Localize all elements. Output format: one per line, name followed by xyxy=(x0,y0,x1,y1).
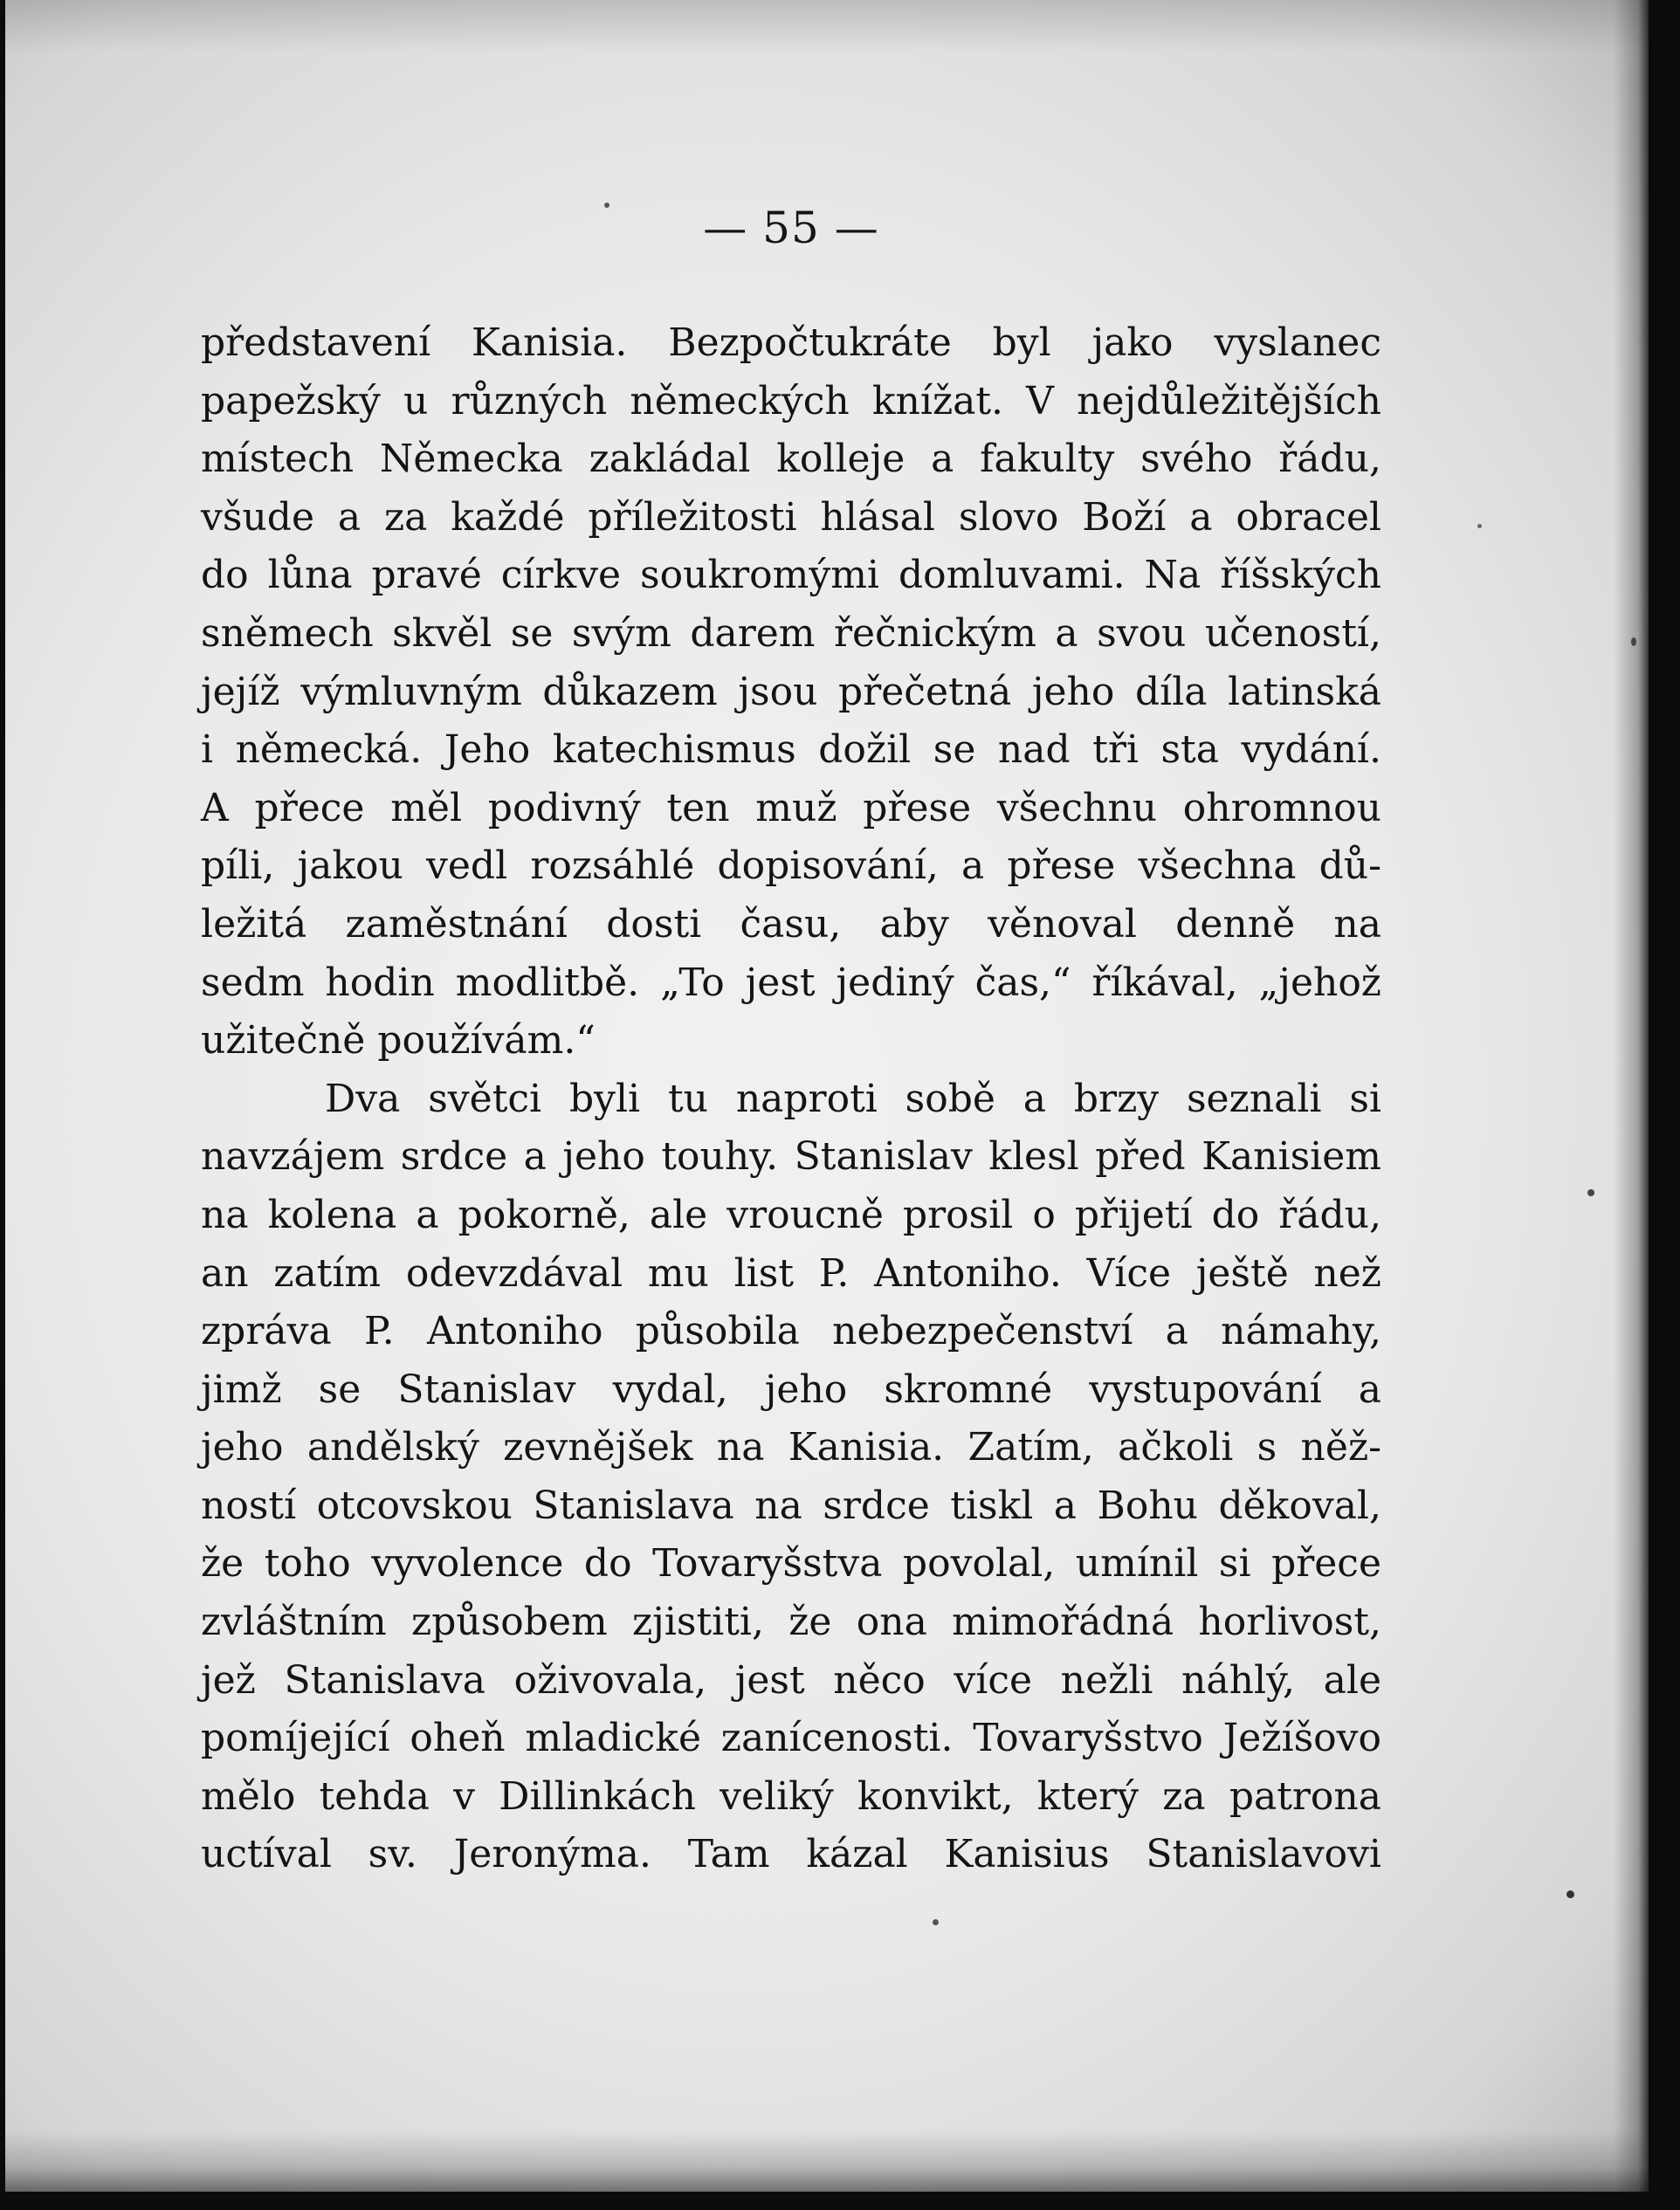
right-edge-shadow xyxy=(1614,0,1649,2192)
text-line: uctíval sv. Jeronýma. Tam kázal Kanisius Stanislavovi xyxy=(201,1832,1381,1877)
text-line: místech Německa zakládal kolleje a fakulty svého řádu, xyxy=(201,437,1381,482)
paragraph-end-line: užitečně používám.“ xyxy=(201,1018,596,1064)
text-line: jeho andělský zevnějšek na Kanisia. Zatím, ačkoli s něž- xyxy=(201,1425,1381,1470)
page-number: — 55 — xyxy=(703,203,879,253)
text-line: do lůna pravé církve soukromými domluvami. Na říšských xyxy=(201,553,1381,598)
text-line: jež Stanislava oživovala, jest něco více nežli náhlý, ale xyxy=(201,1657,1381,1703)
text-line: sedm hodin modlitbě. „To jest jediný čas,“ říkával, „jehož xyxy=(201,960,1381,1005)
ink-speck xyxy=(1477,524,1482,528)
ink-speck xyxy=(1587,1189,1594,1196)
ink-speck xyxy=(933,1919,939,1925)
bottom-edge-shadow xyxy=(5,2131,1649,2192)
paper-sheet xyxy=(5,0,1649,2192)
text-line: že toho vyvolence do Tovaryšstva povolal, umínil si přece xyxy=(201,1541,1381,1587)
text-line: sněmech skvěl se svým darem řečnickým a svou učeností, xyxy=(201,610,1381,656)
text-line: zpráva P. Antoniho působila nebezpečenství a námahy, xyxy=(201,1309,1381,1354)
paragraph-start-line: Dva světci byli tu naproti sobě a brzy seznali si xyxy=(325,1076,1381,1121)
ink-speck xyxy=(1566,1890,1574,1898)
text-line: pomíjející oheň mladické zanícenosti. Tovaryšstvo Ježíšovo xyxy=(201,1716,1381,1761)
text-line: jejíž výmluvným důkazem jsou přečetná jeho díla latinská xyxy=(201,669,1381,714)
text-line: mělo tehda v Dillinkách veliký konvikt, který za patrona xyxy=(201,1773,1381,1819)
text-line: zvláštním způsobem zjistiti, že ona mimořádná horlivost, xyxy=(201,1600,1381,1645)
text-line: na kolena a pokorně, ale vroucně prosil o přijetí do řádu, xyxy=(201,1192,1381,1237)
text-line: navzájem srdce a jeho touhy. Stanislav klesl před Kanisiem xyxy=(201,1134,1381,1180)
top-shadow xyxy=(5,0,1649,52)
text-line: jimž se Stanislav vydal, jeho skromné vystupování a xyxy=(201,1367,1381,1412)
text-line: A přece měl podivný ten muž přese všechnu ohromnou xyxy=(201,785,1381,830)
ink-speck xyxy=(1631,637,1636,646)
text-line: představení Kanisia. Bezpočtukráte byl jako vyslanec xyxy=(201,320,1381,365)
text-line: papežský u různých německých knížat. V nejdůležitějších xyxy=(201,378,1381,423)
text-line: an zatím odevzdával mu list P. Antoniho. Více ještě než xyxy=(201,1250,1381,1296)
body-text xyxy=(201,314,1381,1884)
text-line: všude a za každé příležitosti hlásal slovo Boží a obracel xyxy=(201,494,1381,540)
text-line: ností otcovskou Stanislava na srdce tiskl a Bohu děkoval, xyxy=(201,1483,1381,1528)
text-line: i německá. Jeho katechismus dožil se nad tři sta vydání. xyxy=(201,727,1381,773)
text-line: ležitá zaměstnání dosti času, aby věnoval denně na xyxy=(201,901,1381,947)
text-line: píli, jakou vedl rozsáhlé dopisování, a přese všechna dů- xyxy=(201,843,1381,889)
